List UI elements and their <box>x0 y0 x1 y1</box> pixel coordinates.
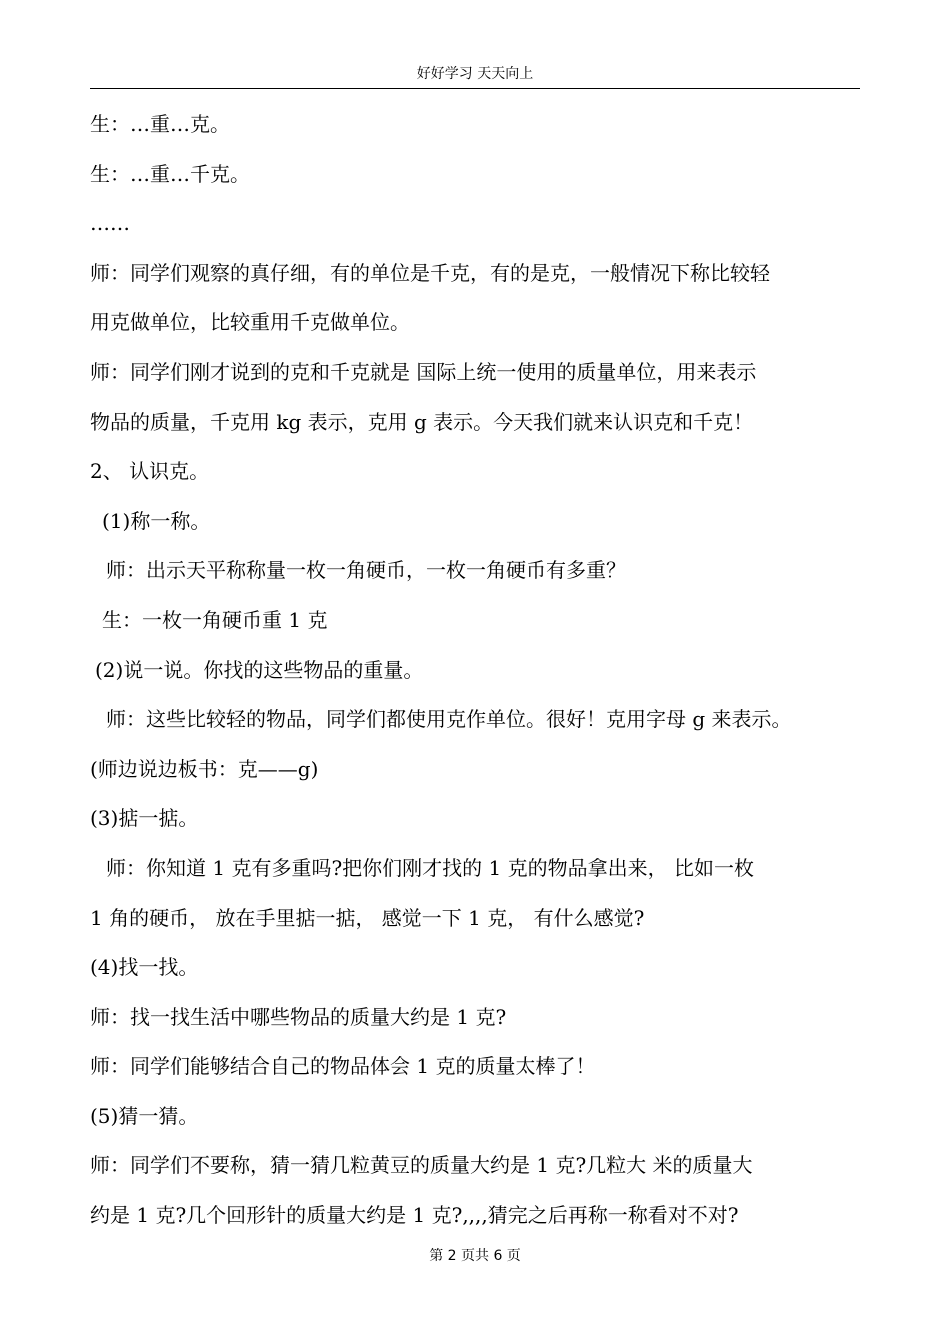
subsection-heading: (3)掂一掂。 <box>90 806 199 831</box>
paragraph-line: 1 角的硬币， 放在手里掂一掂， 感觉一下 1 克， 有什么感觉? <box>90 905 645 930</box>
paragraph-line: 生：一枚一角硬币重 1 克 <box>102 607 328 632</box>
subsection-heading: (2)说一说。你找的这些物品的重量。 <box>95 657 424 682</box>
paragraph-line: 师：出示天平称称量一枚一角硬币，一枚一角硬币有多重？ <box>106 558 626 583</box>
paragraph-line: 约是 1 克?几个回形针的质量大约是 1 克?,,,,猜完之后再称一称看对不对? <box>90 1203 739 1228</box>
paragraph-line: 师：你知道 1 克有多重吗?把你们刚才找的 1 克的物品拿出来， 比如一枚 <box>106 855 754 880</box>
paragraph-line: 师：同学们不要称，猜一猜几粒黄豆的质量大约是 1 克?几粒大 米的质量大 <box>90 1153 753 1178</box>
subsection-heading: (1)称一称。 <box>102 508 211 533</box>
paragraph-line: 师：找一找生活中哪些物品的质量大约是 1 克? <box>90 1004 507 1029</box>
paragraph-line: 用克做单位，比较重用千克做单位。 <box>90 310 410 335</box>
paragraph-line: (师边说边板书：克——g) <box>90 756 319 781</box>
subsection-heading: (5)猜一猜。 <box>90 1103 199 1128</box>
page-footer: 第 2 页共 6 页 <box>429 1248 521 1264</box>
page-header: 好好学习 天天向上 <box>416 66 534 82</box>
subsection-heading: (4)找一找。 <box>90 955 199 980</box>
document-body <box>90 100 865 1241</box>
header-divider <box>90 88 860 89</box>
paragraph-line: 师：同学们刚才说到的克和千克就是 国际上统一使用的质量单位，用来表示 <box>90 359 757 384</box>
paragraph-line: 生：…重…克。 <box>90 112 230 136</box>
paragraph-line: 生：…重…千克。 <box>90 161 250 186</box>
paragraph-line: 师：这些比较轻的物品，同学们都使用克作单位。很好！克用字母 g 来表示。 <box>106 707 792 732</box>
paragraph-line: 师：同学们能够结合自己的物品体会 1 克的质量太棒了！ <box>90 1054 596 1079</box>
section-heading: 2、 认识克。 <box>90 459 210 484</box>
paragraph-line: 物品的质量，千克用 kg 表示，克用 g 表示。今天我们就来认识克和千克！ <box>90 409 754 434</box>
paragraph-line: 师：同学们观察的真仔细，有的单位是千克，有的是克，一般情况下称比较轻 <box>90 260 770 285</box>
paragraph-line: …… <box>90 211 130 236</box>
